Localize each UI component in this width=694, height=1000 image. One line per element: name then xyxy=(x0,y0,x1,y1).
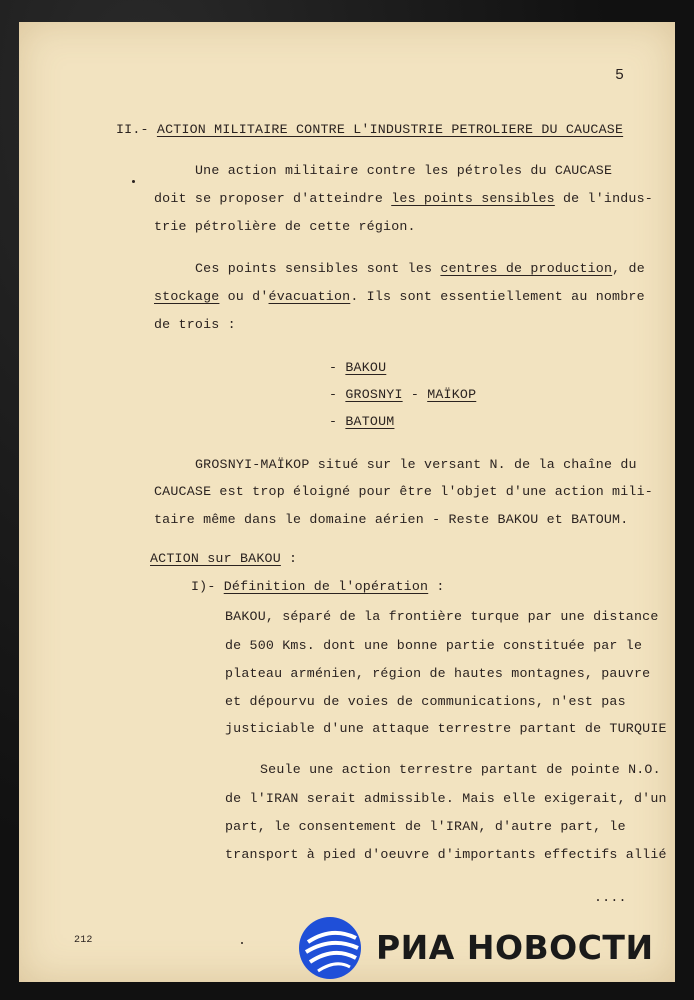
ria-globe-icon xyxy=(298,916,362,980)
heading-prefix: II.- xyxy=(116,122,157,137)
underlined-phrase: les points sensibles xyxy=(391,191,555,206)
para4-line5: justiciable d'une attaque terrestre partant de TURQUIE xyxy=(225,721,667,736)
para5-line4: transport à pied d'oeuvre d'importants effectifs allié xyxy=(225,847,667,862)
subsection-definition: I)- Définition de l'opération : xyxy=(191,579,445,594)
para3-line2: CAUCASE est trop éloigné pour être l'objet d'une action mili- xyxy=(154,484,653,499)
ink-mark xyxy=(132,180,135,183)
underlined-word: stockage xyxy=(154,289,220,304)
page-number: 5 xyxy=(615,67,625,84)
ink-mark xyxy=(241,942,243,944)
para5-line2: de l'IRAN serait admissible. Mais elle exigerait, d'un xyxy=(225,791,667,806)
para3-line1: GROSNYI-MAÏKOP situé sur le versant N. de la chaîne du xyxy=(195,457,637,472)
para2-line1: Ces points sensibles sont les centres de production, de xyxy=(195,261,645,276)
para5-line1: Seule une action terrestre partant de pointe N.O. xyxy=(260,762,661,777)
para4-line1: BAKOU, séparé de la frontière turque par une distance xyxy=(225,609,659,624)
para4-line4: et dépourvu de voies de communications, n'est pas xyxy=(225,694,626,709)
para1-line2: doit se proposer d'atteindre les points sensibles de l'indus- xyxy=(154,191,653,206)
section-heading xyxy=(116,123,623,136)
list-item-grosnyi-maikop: - GROSNYI - MAÏKOP xyxy=(329,387,477,402)
underlined-word: évacuation xyxy=(268,289,351,304)
para5-line3: part, le consentement de l'IRAN, d'autre part, le xyxy=(225,819,626,834)
heading-title: ACTION MILITAIRE CONTRE L'INDUSTRIE PETROLIERE DU CAUCASE xyxy=(156,122,624,137)
subheading-action-bakou: ACTION sur BAKOU : xyxy=(150,551,298,566)
list-item-bakou: - BAKOU xyxy=(329,360,387,375)
para4-line3: plateau arménien, région de hautes montagnes, pauvre xyxy=(225,666,651,681)
para3-line3: taire même dans le domaine aérien - Reste BAKOU et BATOUM. xyxy=(154,512,629,527)
para4-line2: de 500 Kms. dont une bonne partie constituée par le xyxy=(225,638,643,653)
watermark-text: РИА НОВОСТИ xyxy=(376,928,654,967)
ria-novosti-watermark xyxy=(298,916,668,982)
para2-line2: stockage ou d'évacuation. Ils sont essentiellement au nombre xyxy=(154,289,645,304)
continuation-dots: .... xyxy=(594,890,627,905)
para1-line3: trie pétrolière de cette région. xyxy=(154,219,416,234)
list-item-batoum: - BATOUM xyxy=(329,414,395,429)
document-page xyxy=(19,22,675,982)
para1-line1: Une action militaire contre les pétroles du CAUCASE xyxy=(195,163,613,178)
underlined-phrase: centres de production xyxy=(440,261,613,276)
archive-number: 212 xyxy=(74,935,93,946)
para2-line3: de trois : xyxy=(154,317,236,332)
